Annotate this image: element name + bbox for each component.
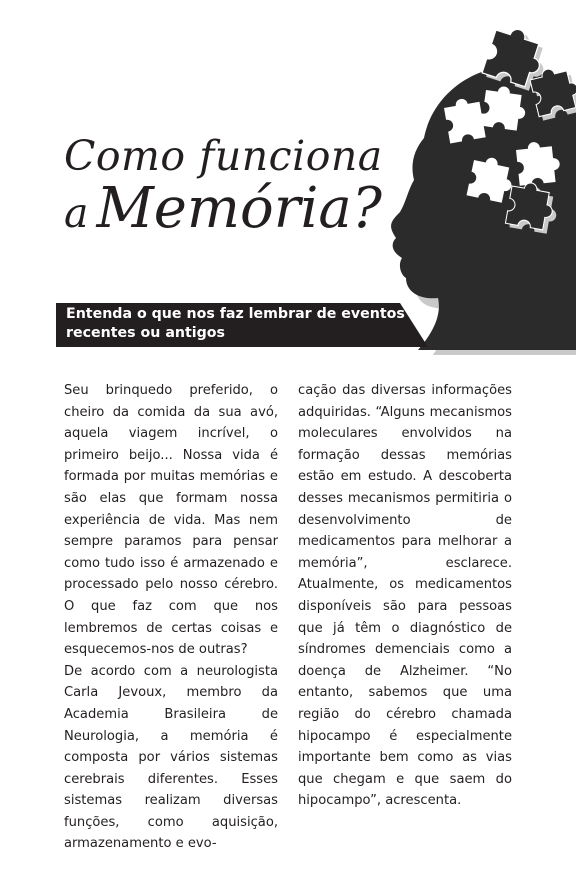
subtitle-line-2: recentes ou antigos [66,325,225,341]
body-paragraph: Seu brinquedo preferido, o cheiro da comida da sua avó, aquela viagem incrível, o primeiro beijo... Nossa vida é formada por muitas memórias e são elas que formam nossa experiência de vida. Mas nem sempre paramos para pensar como tudo isso é armazenado e processado pelo nosso cérebro. O que faz com que nos lembremos de certas coisas e esquecemos-nos de outras? [64,383,278,658]
title-line-2 [64,176,383,241]
subtitle-line-1: Entenda o que nos faz lembrar de eventos [66,306,405,322]
title-line-1: Como funciona [64,132,383,180]
title-line-2-prefix: a [64,189,89,237]
body-paragraph: cação das diversas informações adquiridas. “Alguns mecanismos moleculares envolvidos na formação dessas memórias estão em estudo. A descoberta desses mecanismos permitiria o desenvolvimento de medicamentos para melhorar a memória”, esclarece. Atualmente, os medicamentos disponíveis são para pessoas que já têm o diagnóstico de síndromes demenciais como a doença de Alzheimer. “No entanto, sabemos que uma região do cérebro chamada hipocampo é especialmente importante bem como as vias que chegam e que saem do hipocampo”, acrescenta. [298,383,512,809]
article-title [64,132,383,241]
subtitle [66,305,406,343]
body-column-right [298,380,512,812]
title-line-2-main: Memória? [96,176,382,241]
body-column-left [64,380,278,855]
subtitle-banner [56,303,428,347]
body-paragraph: De acordo com a neurologista Carla Jevoux, membro da Academia Brasileira de Neurologia, a memória é composta por vários sistemas cerebrais diferentes. Esses sistemas realizam diversas funções, como aquisição, armazenamento e evo- [64,663,278,852]
